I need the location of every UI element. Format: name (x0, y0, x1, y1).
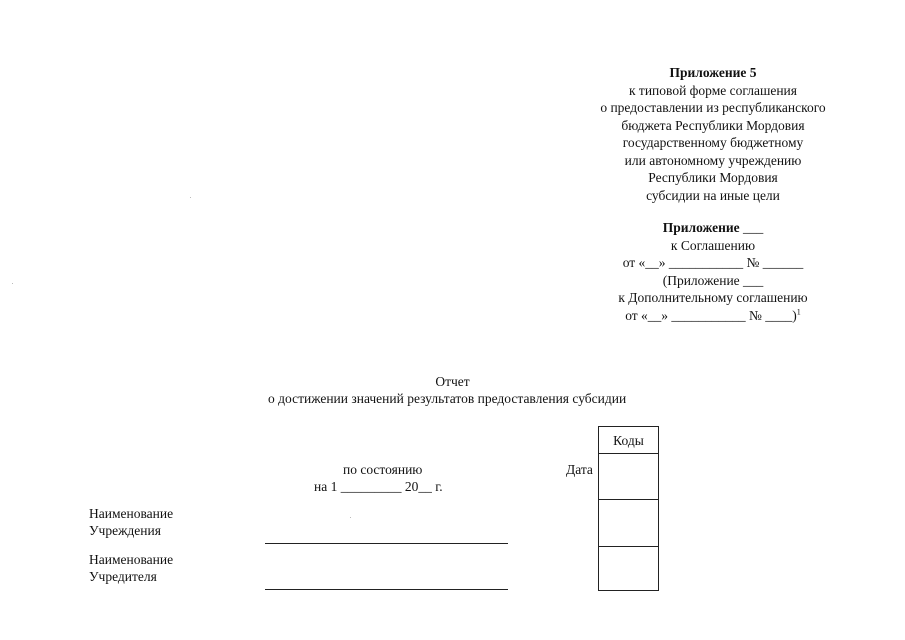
footnote-mark: 1 (796, 307, 801, 316)
annex-to-agreement: к Соглашению (670, 237, 756, 253)
scan-speck (350, 517, 351, 518)
date-label: Дата (566, 462, 593, 477)
annex-agreement-date-line: от «__» ___________ № ______ (622, 255, 804, 270)
annex-agreement-title-row (585, 219, 841, 237)
annex-agreement-title: Приложение (662, 220, 740, 235)
annex5-line: Республики Мордовия (648, 170, 778, 185)
annex5-line: государственному бюджетному (622, 135, 804, 150)
code-cell-institution[interactable] (599, 500, 658, 547)
institution-label-1: Наименование (89, 506, 174, 521)
codes-header-divider (599, 427, 658, 454)
annex5-title: Приложение 5 (669, 65, 757, 80)
annex-agreement-block (585, 219, 841, 324)
institution-input-line[interactable] (265, 543, 508, 544)
annex-agreement-number-blank: ___ (743, 220, 764, 235)
codes-header: Коды (613, 433, 644, 448)
founder-label-2: Учредителя (89, 569, 157, 584)
annex-additional-date-line: от «__» ___________ № ____) (625, 307, 797, 323)
annex-to-additional-agreement: к Дополнительному соглашению (618, 290, 808, 305)
report-subtitle: о достижении значений результатов предоставления субсидии (268, 391, 627, 406)
founder-label-1: Наименование (89, 552, 174, 567)
scan-speck (12, 283, 13, 284)
institution-label-2: Учреждения (89, 523, 161, 538)
annex5-line: бюджета Республики Мордовия (621, 117, 805, 133)
annex5-line: о предоставлении из республиканского (600, 100, 826, 115)
annex5-line: к типовой форме соглашения (629, 82, 797, 98)
annex5-line: или автономному учреждению (624, 152, 802, 168)
as-of-label: по состоянию (343, 462, 423, 477)
annex-additional-open: (Приложение ___ (662, 272, 764, 288)
annex5-line: субсидии на иные цели (646, 187, 780, 203)
codes-table (598, 426, 659, 591)
scan-speck (190, 197, 191, 198)
as-of-date-line: на 1 _________ 20__ г. (314, 479, 443, 494)
founder-input-line[interactable] (265, 589, 508, 590)
code-cell-date[interactable] (599, 454, 658, 500)
annex-additional-date-row (585, 307, 841, 325)
report-title: Отчет (435, 374, 470, 389)
annex5-block (585, 64, 841, 204)
